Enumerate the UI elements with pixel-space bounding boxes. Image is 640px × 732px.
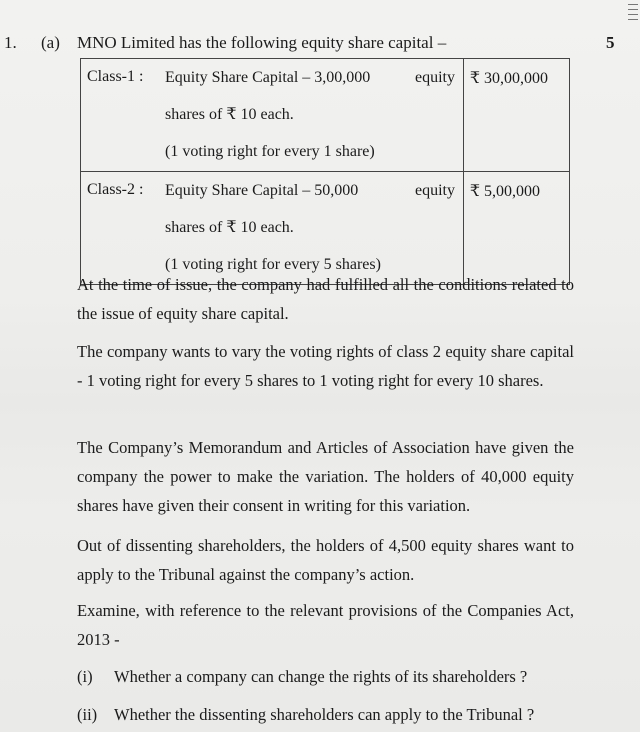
- sub-question-number: (i): [77, 667, 93, 686]
- question-part: (a): [41, 33, 60, 52]
- question-number: 1.: [4, 33, 17, 52]
- sub-question-text: Whether the dissenting shareholders can apply to the Tribunal ?: [114, 705, 535, 724]
- class-line-1: Equity Share Capital – 50,000: [165, 182, 359, 199]
- sub-question-number: (ii): [77, 705, 98, 724]
- amount-cell: [463, 172, 569, 285]
- class-label: Class-1 :: [87, 68, 144, 85]
- class-description-cell: [81, 59, 464, 172]
- paragraph-examine: Examine, with reference to the relevant provisions of the Companies Act, 2013 -: [77, 601, 574, 649]
- table-row: [81, 59, 570, 172]
- paragraph-vary-rights: The company wants to vary the voting rights of class 2 equity share capital - 1 voting right for every 5 shares to 1 voting right for every 10 shares.: [77, 342, 574, 390]
- table-row: [81, 172, 570, 285]
- class-label: Class-2 :: [87, 181, 144, 198]
- sub-question-text: Whether a company can change the rights of its shareholders ?: [114, 667, 528, 686]
- paragraph-issue-conditions: At the time of issue, the company had fulfilled all the conditions related to the issue of equity share capital.: [77, 275, 574, 323]
- class-description-cell: [81, 172, 464, 285]
- amount-value: ₹ 5,00,000: [469, 183, 541, 200]
- page-edge-marks: [628, 0, 638, 36]
- class-line-3: (1 voting right for every 1 share): [165, 143, 375, 160]
- amount-value: ₹ 30,00,000: [469, 70, 549, 87]
- share-capital-table: [80, 58, 570, 285]
- question-intro: MNO Limited has the following equity share capital –: [77, 33, 447, 52]
- class-line-3: (1 voting right for every 5 shares): [165, 256, 381, 273]
- class-line-2: shares of ₹ 10 each.: [165, 219, 294, 236]
- question-marks: 5: [606, 33, 615, 52]
- paragraph-dissenting: Out of dissenting shareholders, the holders of 4,500 equity shares want to apply to the Tribunal against the company’s action.: [77, 536, 574, 584]
- paragraph-memorandum: The Company’s Memorandum and Articles of Association have given the company the power to make the variation. The holders of 40,000 equity shares have given their consent in writing for this variation.: [77, 438, 574, 515]
- amount-cell: [463, 59, 569, 172]
- class-line-2: shares of ₹ 10 each.: [165, 106, 294, 123]
- class-line-1-end: equity: [415, 182, 455, 199]
- class-line-1-end: equity: [415, 69, 455, 86]
- class-line-1: Equity Share Capital – 3,00,000: [165, 69, 371, 86]
